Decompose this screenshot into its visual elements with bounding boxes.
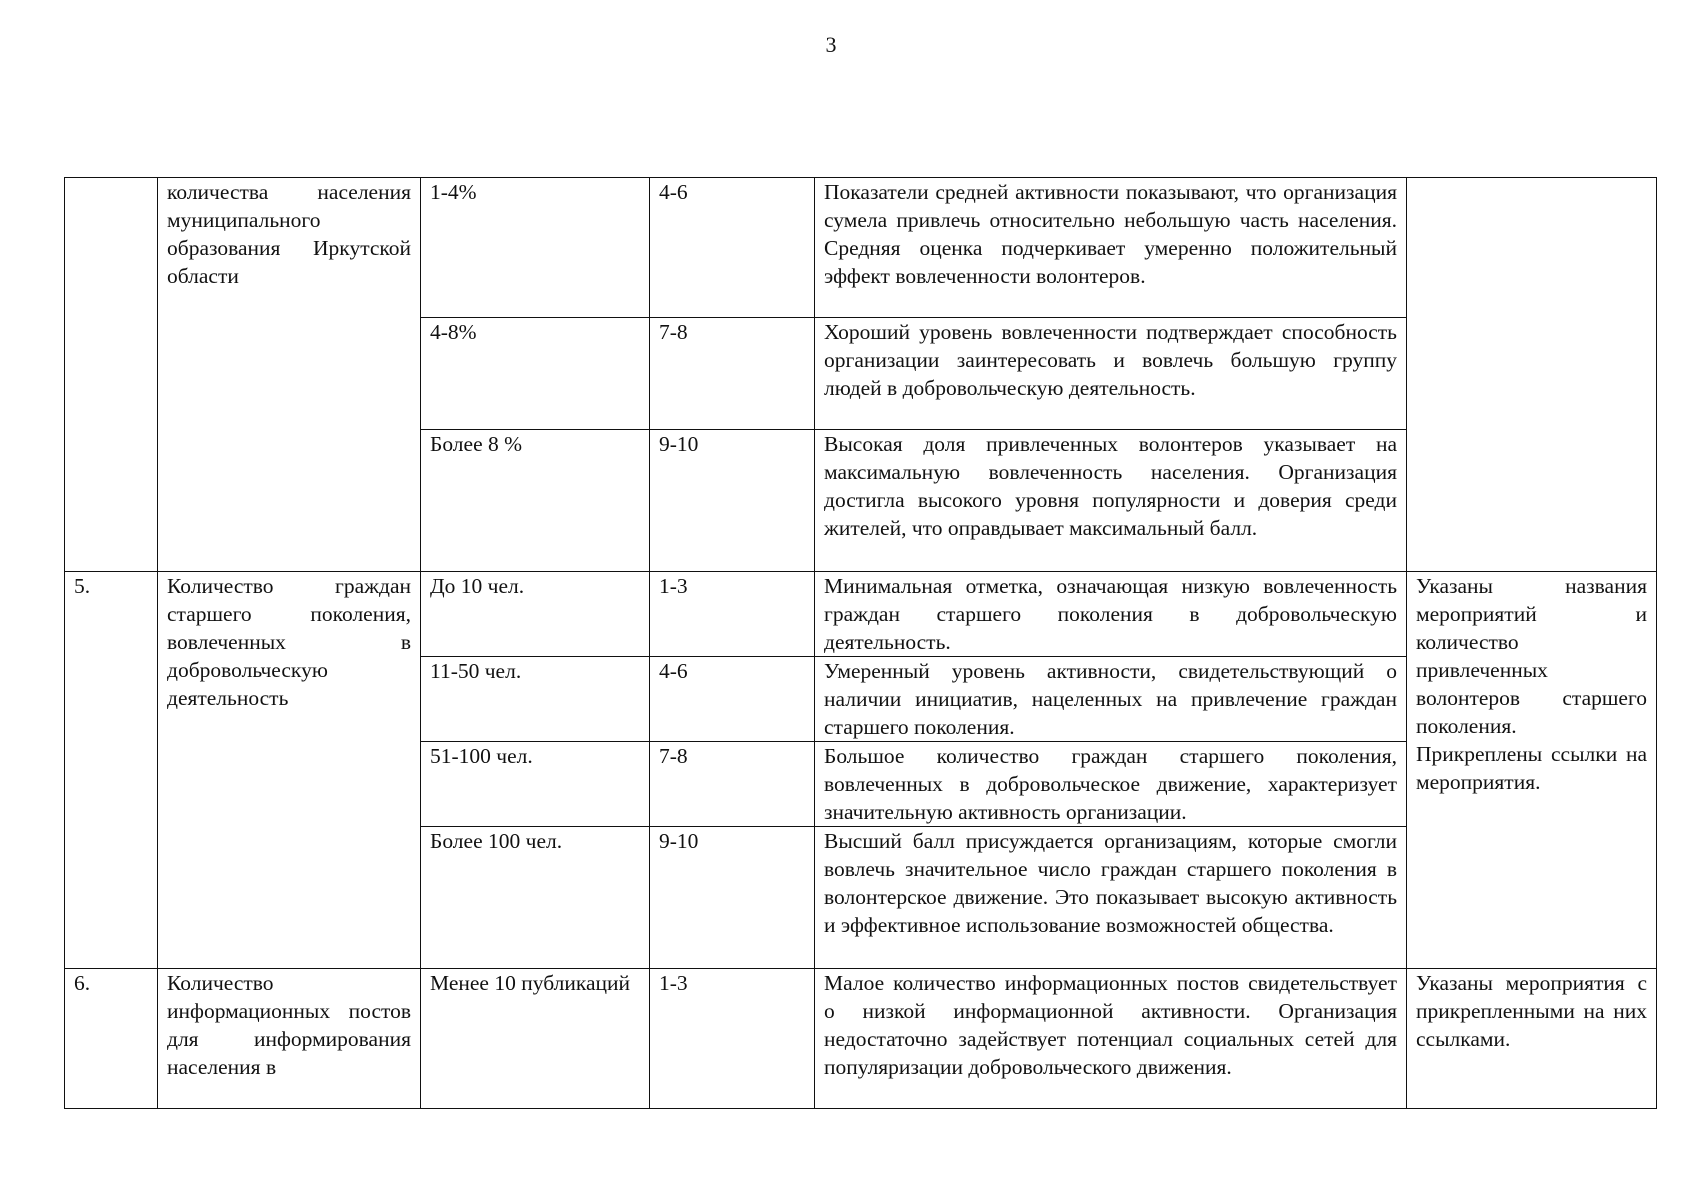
description-cell: Большое количество граждан старшего поколения, вовлеченных в добровольческое движение, характеризует значительную активность организации. <box>815 742 1407 827</box>
score-cell: 4-6 <box>650 657 815 742</box>
description-cell: Высокая доля привлеченных волонтеров указывает на максимальную вовлеченность населения. Организация достигла высокого уровня популярности и доверия среди жителей, что оправдывает максимальный балл. <box>815 430 1407 572</box>
range-cell: 1-4% <box>421 178 650 318</box>
table-row <box>65 969 1657 1109</box>
range-cell: Менее 10 публикаций <box>421 969 650 1109</box>
confirmation-cell: Указаны мероприятия с прикрепленными на них ссылками. <box>1407 969 1657 1109</box>
score-cell: 4-6 <box>650 178 815 318</box>
score-cell: 1-3 <box>650 572 815 657</box>
indicator-text: количества населения муниципального образования Иркутской области <box>167 180 411 288</box>
confirmation-text: Прикреплены ссылки на мероприятия. <box>1416 742 1647 794</box>
confirmation-text: Указаны названия мероприятий и количество привлеченных волонтеров старшего поколения. <box>1416 574 1647 738</box>
table-row <box>65 178 1657 318</box>
indicator-text: Количество информационных постов для информирования населения в <box>167 971 411 1079</box>
row-number: 5. <box>65 572 158 969</box>
range-cell: До 10 чел. <box>421 572 650 657</box>
confirmation-cell <box>1407 178 1657 572</box>
description-cell: Высший балл присуждается организациям, которые смогли вовлечь значительное число граждан старшего поколения в волонтерское движение. Это показывает высокую активность и эффективное использование возможностей общества. <box>815 827 1407 969</box>
description-cell: Малое количество информационных постов свидетельствует о низкой информационной активности. Организация недостаточно задействует потенциал социальных сетей для популяризации добровольческого движения. <box>815 969 1407 1109</box>
indicator-cell <box>158 572 421 969</box>
range-cell: 51-100 чел. <box>421 742 650 827</box>
confirmation-cell <box>1407 572 1657 969</box>
score-cell: 9-10 <box>650 827 815 969</box>
table-row <box>65 572 1657 657</box>
score-cell: 7-8 <box>650 318 815 430</box>
indicator-text: Количество граждан старшего поколения, вовлеченных в добровольческую деятельность <box>167 574 411 710</box>
indicator-cell <box>158 178 421 572</box>
row-number: 6. <box>65 969 158 1109</box>
number-cell <box>65 178 158 572</box>
page-number: 3 <box>825 32 837 57</box>
range-cell: Более 100 чел. <box>421 827 650 969</box>
description-cell: Минимальная отметка, означающая низкую вовлеченность граждан старшего поколения в добровольческую деятельность. <box>815 572 1407 657</box>
range-cell: 4-8% <box>421 318 650 430</box>
description-cell: Показатели средней активности показывают, что организация сумела привлечь относительно небольшую часть населения. Средняя оценка подчеркивает умеренно положительный эффект вовлеченности волонтеров. <box>815 178 1407 318</box>
score-cell: 9-10 <box>650 430 815 572</box>
description-cell: Умеренный уровень активности, свидетельствующий о наличии инициатив, нацеленных на привлечение граждан старшего поколения. <box>815 657 1407 742</box>
description-cell: Хороший уровень вовлеченности подтверждает способность организации заинтересовать и вовлечь большую группу людей в добровольческую деятельность. <box>815 318 1407 430</box>
range-cell: 11-50 чел. <box>421 657 650 742</box>
score-cell: 1-3 <box>650 969 815 1109</box>
score-cell: 7-8 <box>650 742 815 827</box>
indicator-cell <box>158 969 421 1109</box>
range-cell: Более 8 % <box>421 430 650 572</box>
criteria-table <box>64 177 1657 1109</box>
